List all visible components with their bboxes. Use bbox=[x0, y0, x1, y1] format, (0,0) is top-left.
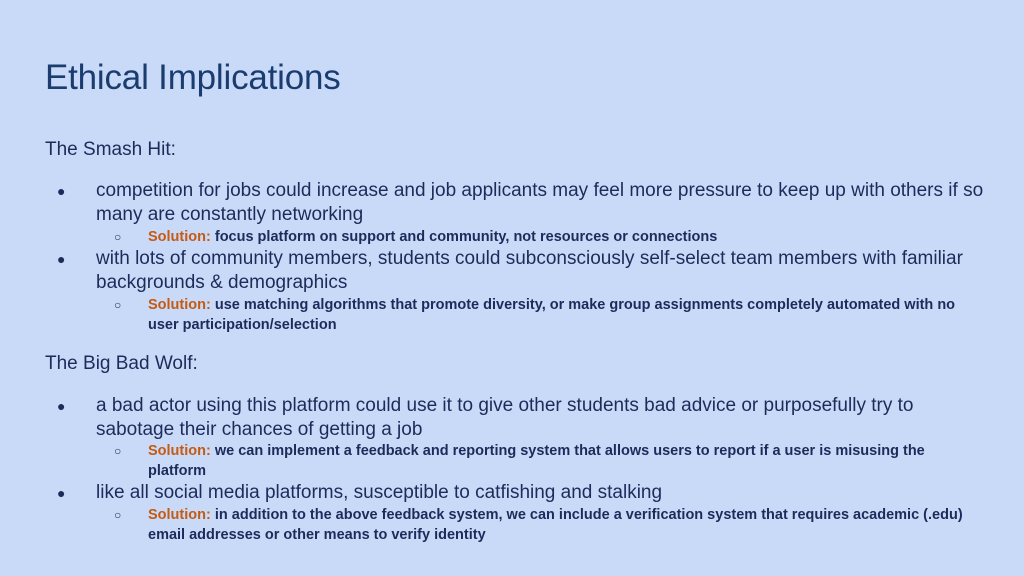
solution-label: Solution: bbox=[148, 507, 211, 523]
solution-item bbox=[148, 442, 968, 481]
bullet-text: competition for jobs could increase and job applicants may feel more pressure to keep up with others if so many are constantly networking bbox=[96, 180, 984, 225]
bullet-text: with lots of community members, students could subconsciously self-select team members with familiar backgrounds & demographics bbox=[96, 248, 963, 293]
solution-text: we can implement a feedback and reporting system that allows users to report if a user is misusing the platform bbox=[148, 443, 925, 479]
sub-bullet-marker: ○ bbox=[114, 230, 122, 244]
bullet-marker: ● bbox=[57, 485, 66, 501]
bullet-marker: ● bbox=[57, 251, 66, 267]
solution-label: Solution: bbox=[148, 297, 211, 313]
bullet-text: a bad actor using this platform could use it to give other students bad advice or purposefully try to sabotage their chances of getting a job bbox=[96, 395, 914, 440]
bullet-marker: ● bbox=[57, 183, 66, 199]
sub-bullet-marker: ○ bbox=[114, 298, 122, 312]
solution-item bbox=[148, 228, 968, 248]
bullet-marker: ● bbox=[57, 398, 66, 414]
slide-title: Ethical Implications bbox=[45, 58, 341, 97]
solution-label: Solution: bbox=[148, 229, 211, 245]
section-heading-big-bad-wolf: The Big Bad Wolf: bbox=[45, 353, 198, 374]
sub-bullet-marker: ○ bbox=[114, 444, 122, 458]
solution-label: Solution: bbox=[148, 443, 211, 459]
solution-text: focus platform on support and community, not resources or connections bbox=[214, 229, 718, 245]
solution-item bbox=[148, 296, 968, 335]
solution-text: use matching algorithms that promote diversity, or make group assignments completely automated with no user participation/selection bbox=[148, 297, 956, 333]
sub-bullet-marker: ○ bbox=[114, 508, 122, 522]
solution-item bbox=[148, 506, 968, 545]
solution-text: in addition to the above feedback system, we can include a verification system that requires academic (.edu) email addresses or other means to verify identity bbox=[148, 507, 963, 543]
bullet-text: like all social media platforms, susceptible to catfishing and stalking bbox=[96, 482, 663, 503]
section-heading-smash-hit: The Smash Hit: bbox=[45, 139, 176, 160]
